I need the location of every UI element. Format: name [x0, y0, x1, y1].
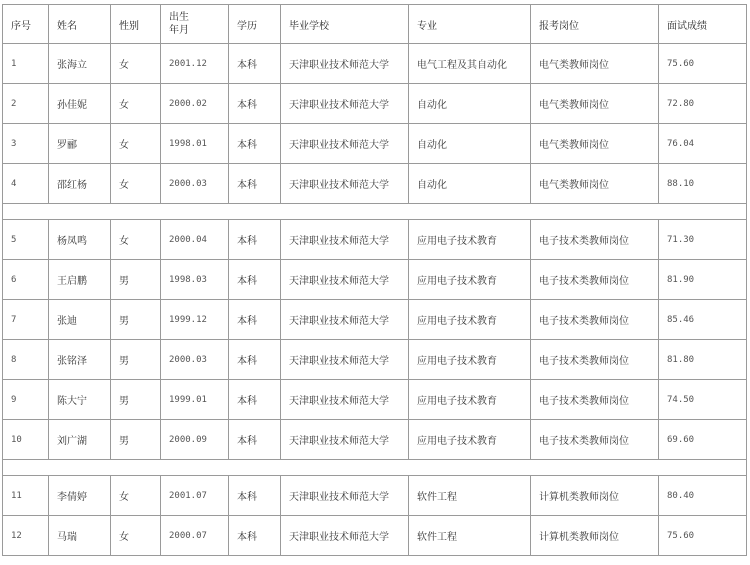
- cell-school: 天津职业技术师范大学: [281, 516, 409, 556]
- cell-birth: 1999.01: [161, 380, 229, 420]
- cell-position: 电子技术类教师岗位: [531, 420, 659, 460]
- cell-birth: 1998.01: [161, 124, 229, 164]
- table-row: [3, 340, 747, 380]
- cell-edu: 本科: [229, 516, 281, 556]
- table-row: [3, 124, 747, 164]
- cell-major: 自动化: [409, 84, 531, 124]
- cell-name: 罗郦: [49, 124, 111, 164]
- cell-score: 80.40: [659, 476, 747, 516]
- header-gender: 性别: [111, 5, 161, 44]
- cell-position: 电子技术类教师岗位: [531, 380, 659, 420]
- cell-edu: 本科: [229, 340, 281, 380]
- cell-name: 马瑞: [49, 516, 111, 556]
- cell-gender: 女: [111, 516, 161, 556]
- cell-score: 88.10: [659, 164, 747, 204]
- cell-gender: 女: [111, 476, 161, 516]
- cell-seq: 5: [3, 220, 49, 260]
- cell-edu: 本科: [229, 44, 281, 84]
- cell-birth: 2000.03: [161, 340, 229, 380]
- cell-gender: 男: [111, 420, 161, 460]
- table-row: [3, 84, 747, 124]
- cell-major: 应用电子技术教育: [409, 340, 531, 380]
- table-row: [3, 44, 747, 84]
- cell-name: 刘广湖: [49, 420, 111, 460]
- table-body: [3, 44, 747, 556]
- cell-edu: 本科: [229, 380, 281, 420]
- cell-edu: 本科: [229, 300, 281, 340]
- header-school: 毕业学校: [281, 5, 409, 44]
- table-row: [3, 300, 747, 340]
- cell-gender: 女: [111, 44, 161, 84]
- cell-edu: 本科: [229, 476, 281, 516]
- cell-seq: 11: [3, 476, 49, 516]
- cell-seq: 4: [3, 164, 49, 204]
- cell-birth: 1999.12: [161, 300, 229, 340]
- cell-major: 应用电子技术教育: [409, 300, 531, 340]
- cell-major: 电气工程及其自动化: [409, 44, 531, 84]
- cell-position: 电子技术类教师岗位: [531, 300, 659, 340]
- cell-gender: 女: [111, 164, 161, 204]
- cell-edu: 本科: [229, 164, 281, 204]
- header-position: 报考岗位: [531, 5, 659, 44]
- cell-gender: 男: [111, 300, 161, 340]
- cell-school: 天津职业技术师范大学: [281, 420, 409, 460]
- group-separator-cell: [3, 204, 747, 220]
- header-name: 姓名: [49, 5, 111, 44]
- cell-major: 自动化: [409, 164, 531, 204]
- table-row: [3, 380, 747, 420]
- cell-gender: 男: [111, 260, 161, 300]
- cell-position: 计算机类教师岗位: [531, 476, 659, 516]
- cell-edu: 本科: [229, 260, 281, 300]
- cell-name: 张铭泽: [49, 340, 111, 380]
- header-birth: [161, 5, 229, 44]
- cell-major: 软件工程: [409, 476, 531, 516]
- cell-birth: 2000.07: [161, 516, 229, 556]
- cell-name: 邵红杨: [49, 164, 111, 204]
- cell-position: 电气类教师岗位: [531, 124, 659, 164]
- cell-name: 王启鹏: [49, 260, 111, 300]
- cell-score: 81.90: [659, 260, 747, 300]
- cell-edu: 本科: [229, 220, 281, 260]
- cell-birth: 1998.03: [161, 260, 229, 300]
- cell-birth: 2000.02: [161, 84, 229, 124]
- cell-seq: 10: [3, 420, 49, 460]
- results-table: [2, 4, 747, 556]
- cell-name: 杨凤鸣: [49, 220, 111, 260]
- cell-major: 应用电子技术教育: [409, 260, 531, 300]
- table-row: [3, 420, 747, 460]
- cell-gender: 女: [111, 124, 161, 164]
- cell-seq: 1: [3, 44, 49, 84]
- cell-position: 电气类教师岗位: [531, 84, 659, 124]
- cell-major: 应用电子技术教育: [409, 220, 531, 260]
- cell-seq: 2: [3, 84, 49, 124]
- cell-score: 75.60: [659, 516, 747, 556]
- cell-edu: 本科: [229, 124, 281, 164]
- cell-seq: 9: [3, 380, 49, 420]
- table-row: [3, 516, 747, 556]
- cell-score: 74.50: [659, 380, 747, 420]
- table-row: [3, 260, 747, 300]
- cell-gender: 女: [111, 220, 161, 260]
- cell-school: 天津职业技术师范大学: [281, 340, 409, 380]
- cell-edu: 本科: [229, 84, 281, 124]
- cell-position: 电子技术类教师岗位: [531, 220, 659, 260]
- cell-position: 电子技术类教师岗位: [531, 340, 659, 380]
- cell-school: 天津职业技术师范大学: [281, 164, 409, 204]
- cell-score: 71.30: [659, 220, 747, 260]
- cell-name: 陈大宁: [49, 380, 111, 420]
- header-major: 专业: [409, 5, 531, 44]
- cell-seq: 3: [3, 124, 49, 164]
- cell-name: 李倩婷: [49, 476, 111, 516]
- cell-major: 应用电子技术教育: [409, 420, 531, 460]
- header-row: [3, 5, 747, 44]
- cell-seq: 8: [3, 340, 49, 380]
- cell-major: 软件工程: [409, 516, 531, 556]
- header-score: 面试成绩: [659, 5, 747, 44]
- cell-school: 天津职业技术师范大学: [281, 84, 409, 124]
- cell-name: 张海立: [49, 44, 111, 84]
- table-row: [3, 220, 747, 260]
- cell-name: 孙佳妮: [49, 84, 111, 124]
- cell-score: 76.04: [659, 124, 747, 164]
- cell-score: 75.60: [659, 44, 747, 84]
- group-separator-cell: [3, 460, 747, 476]
- table-row: [3, 476, 747, 516]
- cell-score: 69.60: [659, 420, 747, 460]
- cell-position: 电气类教师岗位: [531, 164, 659, 204]
- table-row: [3, 164, 747, 204]
- cell-gender: 男: [111, 380, 161, 420]
- cell-school: 天津职业技术师范大学: [281, 380, 409, 420]
- cell-name: 张迪: [49, 300, 111, 340]
- cell-position: 计算机类教师岗位: [531, 516, 659, 556]
- cell-school: 天津职业技术师范大学: [281, 300, 409, 340]
- cell-birth: 2001.07: [161, 476, 229, 516]
- cell-school: 天津职业技术师范大学: [281, 260, 409, 300]
- cell-birth: 2000.09: [161, 420, 229, 460]
- cell-birth: 2000.03: [161, 164, 229, 204]
- header-edu: 学历: [229, 5, 281, 44]
- cell-school: 天津职业技术师范大学: [281, 220, 409, 260]
- cell-score: 72.80: [659, 84, 747, 124]
- cell-gender: 女: [111, 84, 161, 124]
- cell-major: 应用电子技术教育: [409, 380, 531, 420]
- header-seq: 序号: [3, 5, 49, 44]
- cell-score: 81.80: [659, 340, 747, 380]
- cell-position: 电子技术类教师岗位: [531, 260, 659, 300]
- cell-position: 电气类教师岗位: [531, 44, 659, 84]
- cell-major: 自动化: [409, 124, 531, 164]
- cell-seq: 12: [3, 516, 49, 556]
- cell-school: 天津职业技术师范大学: [281, 44, 409, 84]
- cell-seq: 7: [3, 300, 49, 340]
- cell-score: 85.46: [659, 300, 747, 340]
- group-separator-row: [3, 460, 747, 476]
- cell-school: 天津职业技术师范大学: [281, 476, 409, 516]
- cell-birth: 2000.04: [161, 220, 229, 260]
- cell-edu: 本科: [229, 420, 281, 460]
- cell-birth: 2001.12: [161, 44, 229, 84]
- cell-gender: 男: [111, 340, 161, 380]
- cell-school: 天津职业技术师范大学: [281, 124, 409, 164]
- cell-seq: 6: [3, 260, 49, 300]
- header-birth-line2: 年月: [169, 25, 189, 36]
- header-birth-line1: 出生: [169, 12, 189, 23]
- group-separator-row: [3, 204, 747, 220]
